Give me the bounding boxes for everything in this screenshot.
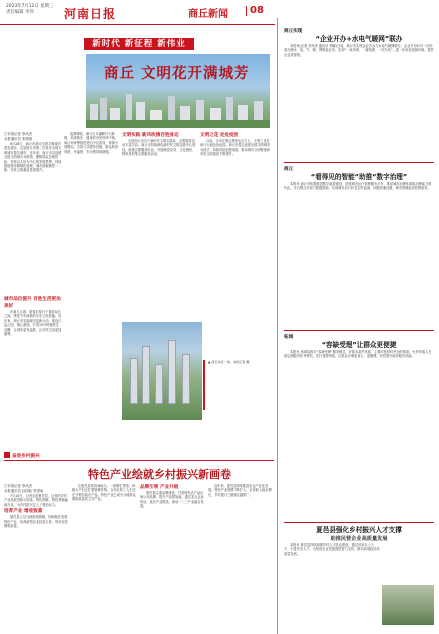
bottom-byline: □本报记者 李凤虎 本报通讯员 孙国际 张思雨 (4, 484, 44, 493)
lead-paragraph: 6月28日，商丘市获评全国文明城市提名城市，这是商丘市第二次获评全国文明城市提名城市。近年来，商丘市以创建全国文明城市为统领，聚焦群众急难愁盼，坚持以人民为中心的发展思想，持续推进城市精细化管理，城市面貌焕然一新，市民文明素质显著提升。 (4, 142, 62, 173)
right-story-2 (284, 166, 434, 334)
right-rule-2 (284, 330, 434, 331)
bottom-headline: 特色产业绘就乡村振兴新画卷 (88, 468, 231, 481)
bottom-text-e: 近年来，夏邑县持续推进农业产业化发展，特色产业规模不断扩大，农民收入稳步增长，乡村振兴之路越走越宽广。 (208, 484, 272, 497)
column-divider (277, 18, 278, 634)
right-kicker-3: 柘城 (284, 335, 294, 340)
bottom-column-4 (208, 484, 274, 630)
issue-date (6, 4, 53, 16)
column-2-text: 夜幕降临，商丘日月湖畔灯火璀璨，前来散步、健身的市民络绎不绝。商丘市统筹推进老旧小区改造、背街小巷整治，完善公共服务设施，群众的获得感、幸福感、安全感持续增强。 (64, 132, 119, 154)
section-rule (4, 460, 274, 461)
photo-caption: ▲ 商丘市区一角。本报记者 摄 (203, 360, 271, 410)
article-column-1 (4, 132, 62, 292)
farm-photo (382, 585, 434, 625)
date-line: 2023年7月12日 星期三 (6, 4, 54, 9)
right-text-4: 本报讯 夏邑县持续加强乡村人才队伍建设，通过培育本土人才、引进外出人才，为民营企业发展提供智力支持，推动县域经济高质量发展。 (284, 543, 380, 556)
page-header (0, 0, 439, 26)
right-kicker-2: 商丘 (284, 167, 294, 172)
lead-byline: □本报记者 李凤虎 本报通讯员 张增惠 (4, 132, 33, 141)
section-name: 商丘新闻 (188, 9, 228, 20)
right-headline-1: “企业开办+水电气暖网”联办 (315, 35, 403, 43)
right-story-1 (284, 28, 434, 168)
campaign-banner: 新时代 新征程 新伟业 (84, 38, 194, 50)
bottom-text-c: 在夏邑县的田间地头，一派繁忙景象。种植大户们正忙着管理作物，合作社的工人们正在分拣包装农产品。特色产业已成为当地群众增收致富的主导产业。 (72, 484, 136, 502)
subhead-flowers: 文明之花 处处绽放 (200, 133, 239, 138)
right-rule-3 (284, 522, 434, 523)
bottom-text-d: 夏邑县注重品牌建设，打造特色农产品区域公用品牌，提升产品附加值。通过龙头企业带动，延长产业链条，推动一二三产业融合发展。 (140, 491, 204, 509)
bottom-subhead-b: 品牌引领 产业升级 (140, 485, 179, 490)
column-1-text: 在商丘古城，游客们穿行于青砖灰瓦之间，感受千年商都的历史文化底蕴。近年来，商丘市实施城市更新行动，建设口袋公园、街心游园，打造15分钟便民生活圈，让城市更有温度，让市民生活更加便利。 (4, 310, 62, 337)
column-3-text: 走进商丘市各个新时代文明实践站，志愿服务活动丰富多彩。商丘市持续深化新时代文明实践中心建设，组建志愿服务队伍，开展理论宣讲、文化惠民、移风易俗等志愿服务活动。 (122, 139, 196, 157)
hero-headline: 商丘 文明花开满城芳 (104, 65, 250, 82)
hero-photo (86, 54, 270, 128)
bottom-column-1 (4, 484, 68, 630)
right-story-3 (284, 334, 434, 520)
right-text-3: 本报讯 柘城县推行“容缺受理”服务模式，对基本条件具备、主要申报材料齐全的事项，允许申请人在规定期限内补齐材料，先行受理审批，让群众办事更省心、更便捷，有效提升政务服务效能。 (284, 350, 432, 359)
bottom-text-a: 7月10日，记者走进夏邑县，这里的乡村产业发展得如火如荼。特色种植、特色养殖遍地开花，为乡村振兴注入了强劲动力。 (4, 494, 68, 507)
subhead-practice: 文明实践 新风吹拂百姓身边 (122, 133, 179, 138)
subhead-city: 城市品位提升 百姓生活更加美好 (4, 297, 61, 309)
city-skyline (86, 90, 270, 128)
editor-line: 责任编辑 李伟 (6, 10, 34, 15)
article-column-2 (64, 132, 120, 446)
right-text-1: 本报讯(记者 李凤虎 通讯员 杨娜)日前，商丘市实现企业开办与水电气暖网联办，企业开办时可一次申请办理水、电、气、暖、网报装业务，实现“一表申请、一窗受理、一次办结”，进一步优化营商环境，提升企业获得感。 (284, 44, 434, 57)
bottom-subhead-a: 培育产业 增收致富 (4, 509, 43, 515)
newspaper-logo: 河南日报 (64, 7, 117, 21)
column-4-text: 目前，全市注册志愿者达百万人，文明之花在商丘大地处处绽放。商丘市将以创建全国文明城市为抓手，持续巩固创建成果，推动城市文明程度和市民文明素质不断提升。 (200, 139, 271, 157)
right-text-2: 本报讯 商丘市积极推进数字政府建设，搭建城市运行管理服务平台，推动城市治理体系和治理能力现代化。平台整合多部门数据资源，实现城市运行状态实时监测、问题快速处置，城市管理更加智慧高效。 (284, 182, 432, 191)
article-column-4 (200, 132, 272, 356)
right-headline-3: “容缺受理”让群众更便捷 (321, 341, 397, 349)
right-subheadline-4: 助推民营企业高质量发展 (330, 536, 388, 542)
city-photo (122, 322, 202, 420)
right-headline-4: 夏邑县强化乡村振兴人才支撑 (316, 526, 402, 534)
section-marker: 奋进乡村振兴 (4, 452, 40, 460)
bottom-column-3 (140, 484, 204, 630)
right-kicker-1: 商丘实现 (284, 29, 303, 34)
bottom-text-b: 夏邑县立足当地资源禀赋，因地制宜发展特色产业，培育新型农业经营主体，带动农民增收致富。 (4, 515, 68, 529)
article-column-1b (4, 296, 62, 446)
header-divider (246, 6, 247, 16)
article-column-3 (122, 132, 196, 318)
right-headline-2: “看得见的智能”助推“数字治理” (310, 173, 408, 181)
right-rule-1 (284, 162, 434, 163)
bottom-column-2 (72, 484, 136, 630)
page-number: 08 (250, 5, 264, 16)
header-rule (0, 24, 275, 25)
